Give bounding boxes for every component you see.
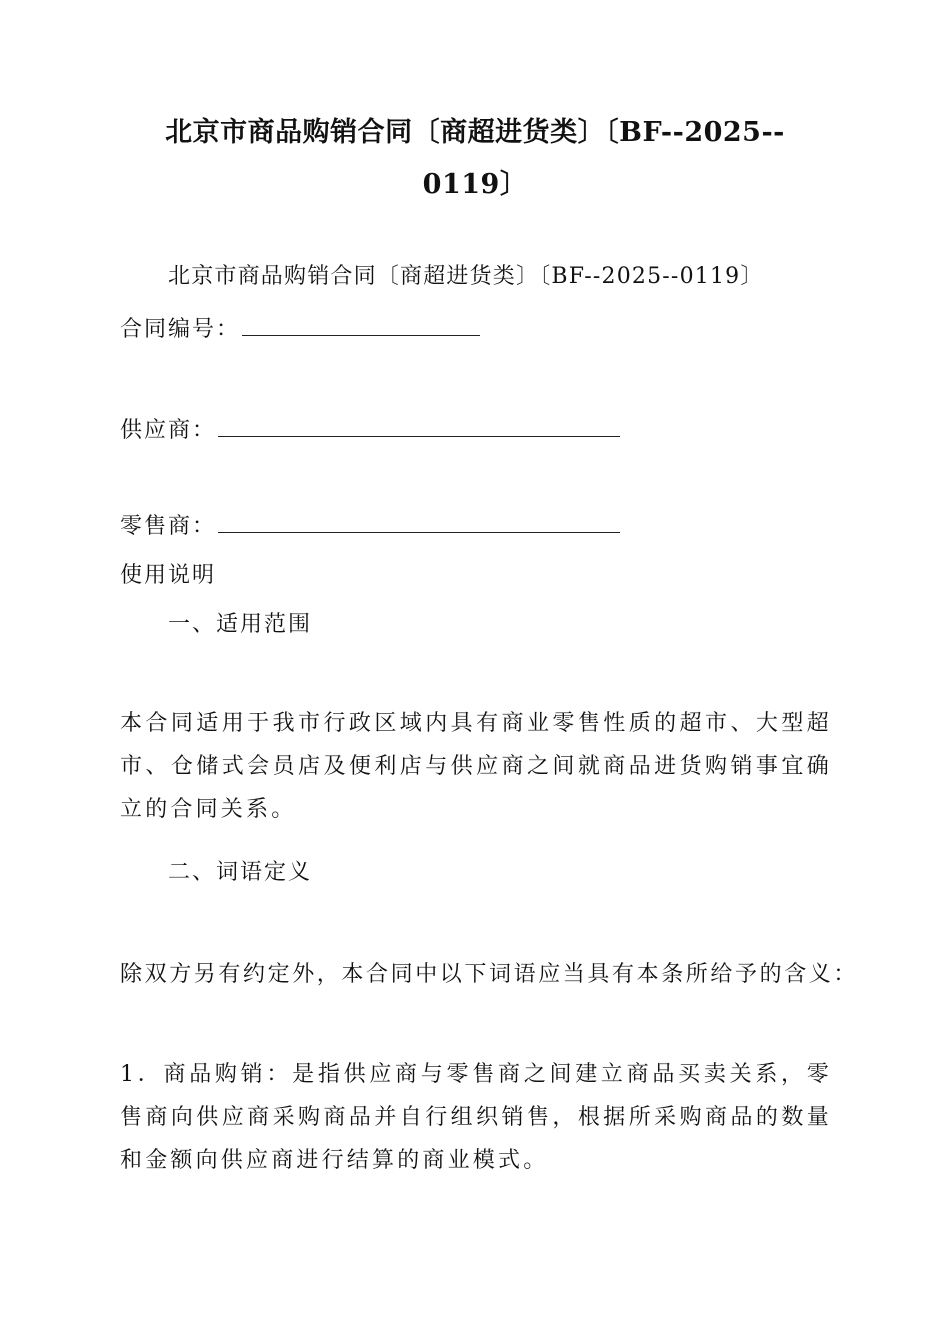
retailer-blank: [218, 510, 620, 533]
section-1-heading: 一、适用范围: [168, 612, 313, 637]
document-subtitle: 北京市商品购销合同〔商超进货类〕〔BF--2025--0119〕: [168, 264, 764, 289]
document-title-line-1: 北京市商品购销合同〔商超进货类〕〔BF--2025--: [165, 117, 785, 148]
usage-heading: 使用说明: [120, 563, 217, 588]
contract-number-label: 合同编号：: [120, 317, 241, 342]
document-title-line-2: 0119〕: [422, 169, 528, 200]
section-2-heading: 二、词语定义: [168, 860, 313, 885]
retailer-row: [120, 510, 620, 542]
section-2-intro: 除双方另有约定外，本合同中以下词语应当具有本条所给予的含义：: [120, 962, 859, 987]
supplier-blank: [218, 414, 620, 437]
retailer-label: 零售商：: [120, 514, 217, 539]
supplier-row: [120, 414, 620, 446]
definition-1: 1．商品购销：是指供应商与零售商之间建立商品买卖关系，零售商向供应商采购商品并自行组织销售，根据所采购商品的数量和金额向供应商进行结算的商业模式。: [120, 1062, 832, 1173]
contract-number-blank: [242, 313, 480, 336]
contract-number-row: [120, 313, 480, 345]
supplier-label: 供应商：: [120, 418, 217, 443]
section-1-body: 本合同适用于我市行政区域内具有商业零售性质的超市、大型超市、仓储式会员店及便利店与供应商之间就商品进货购销事宜确立的合同关系。: [120, 711, 832, 822]
